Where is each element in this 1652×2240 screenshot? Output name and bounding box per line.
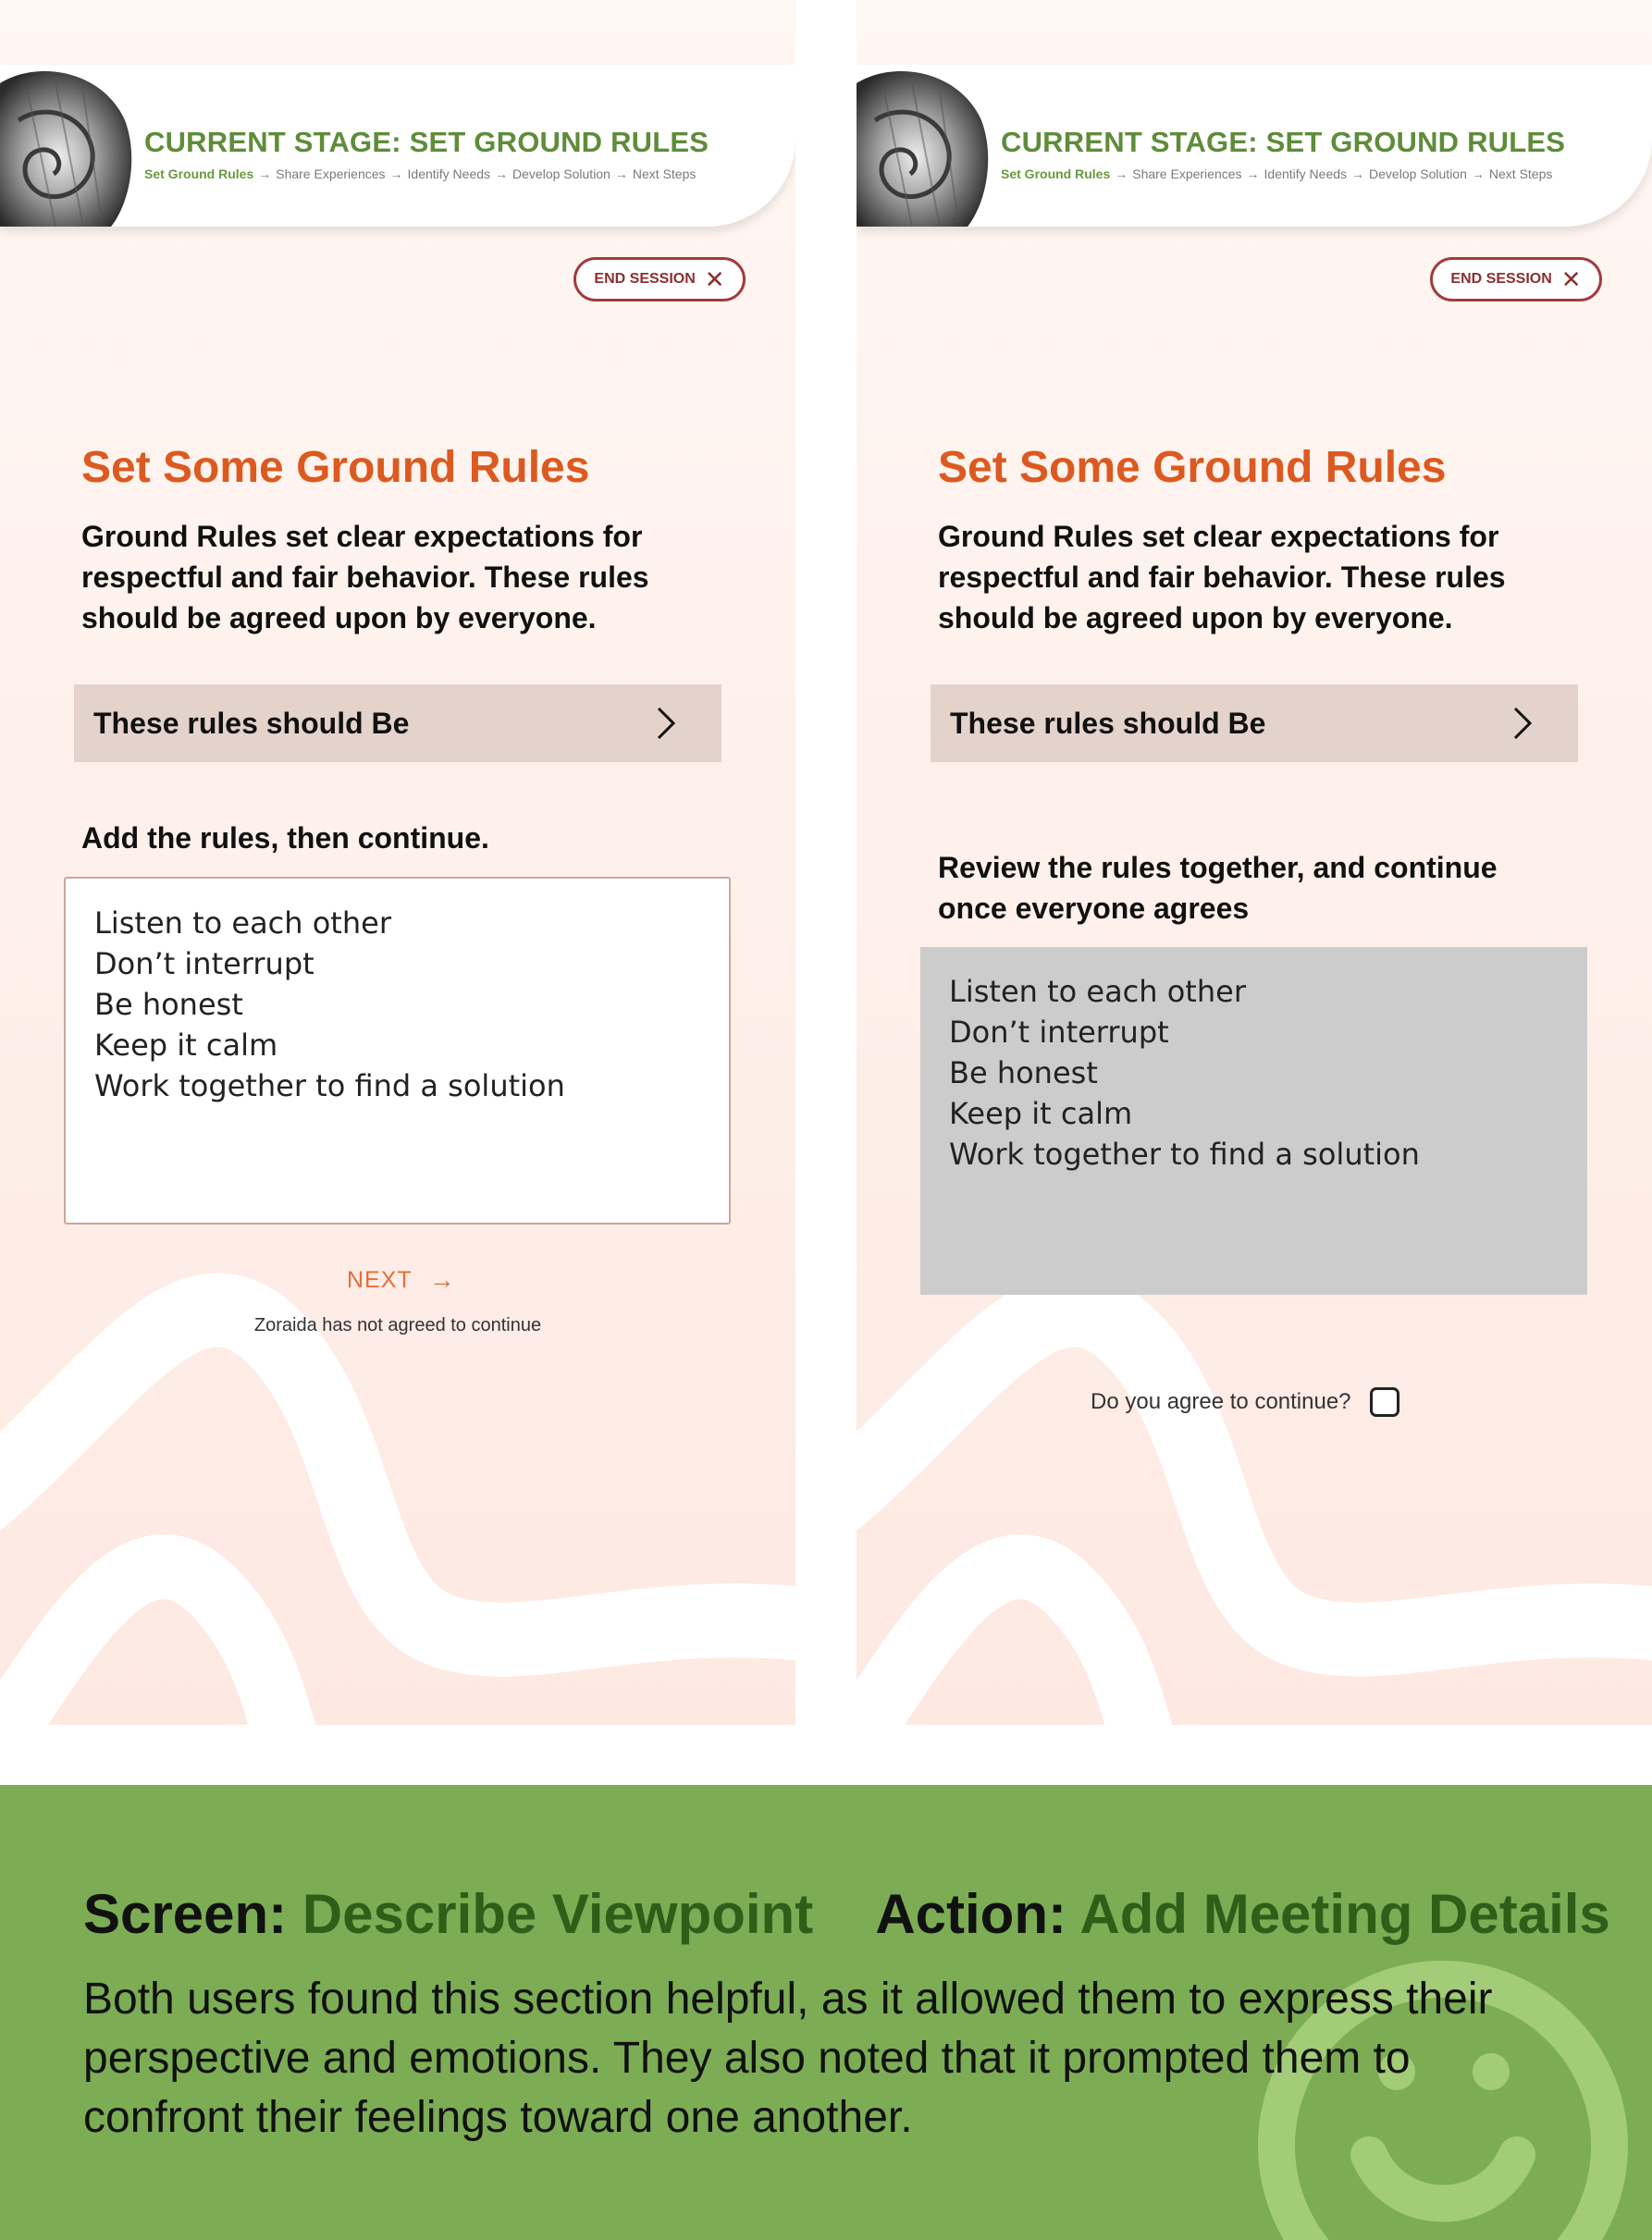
end-session-label: END SESSION — [1450, 271, 1552, 287]
action-key: Action: — [875, 1883, 1066, 1945]
rules-readonly — [920, 947, 1587, 1295]
next-label: NEXT — [347, 1266, 413, 1293]
arrow-right-icon: → — [614, 166, 628, 181]
step-identify-needs: Identify Needs — [1264, 166, 1348, 181]
chevron-right-icon — [1504, 705, 1541, 742]
rules-accordion[interactable] — [931, 684, 1578, 762]
rule-line: Don’t interrupt — [949, 1015, 1169, 1050]
rule-line: Work together to find a solution — [949, 1137, 1420, 1172]
add-rules-prompt: Add the rules, then continue. — [81, 821, 489, 855]
agree-label: Do you agree to continue? — [1091, 1389, 1351, 1414]
end-session-button[interactable] — [1430, 257, 1602, 302]
step-next-steps: Next Steps — [1488, 166, 1553, 181]
rule-line: Be honest — [94, 987, 243, 1022]
close-icon: ✕ — [704, 265, 725, 293]
shell-image — [0, 65, 139, 227]
arrow-right-icon: → — [495, 166, 509, 181]
rule-line: Work together to find a solution — [94, 1068, 565, 1103]
end-session-button[interactable] — [573, 257, 746, 302]
close-icon: ✕ — [1560, 265, 1582, 293]
arrow-right-icon: → — [1115, 166, 1128, 181]
screen-key: Screen: — [83, 1883, 288, 1945]
section-title: Set Some Ground Rules — [938, 443, 1447, 492]
arrow-right-icon: → — [389, 166, 403, 181]
stage-title: CURRENT STAGE: SET GROUND RULES — [1001, 126, 1566, 158]
stage-title: CURRENT STAGE: SET GROUND RULES — [144, 126, 709, 158]
step-set-ground-rules: Set Ground Rules — [144, 166, 254, 181]
intro-text: Ground Rules set clear expectations for respectful and fair behavior. These rules should be agreed upon by everyone. — [938, 520, 1506, 634]
step-identify-needs: Identify Needs — [407, 166, 491, 181]
step-share-experiences: Share Experiences — [276, 166, 386, 181]
agree-control[interactable] — [1091, 1387, 1399, 1417]
insight-panel — [0, 1785, 1652, 2240]
accordion-label: These rules should Be — [950, 706, 1266, 740]
action-value: Add Meeting Details — [1079, 1883, 1610, 1945]
rule-line: Don’t interrupt — [94, 946, 314, 981]
step-develop-solution: Develop Solution — [1369, 166, 1467, 181]
screen-review-rules — [857, 0, 1652, 1725]
rules-textarea[interactable] — [64, 877, 731, 1225]
insight-body: Both users found this section helpful, as it allowed them to express their perspective and emotions. They also noted that it prompted them to confront their feelings toward one another. — [83, 1975, 1493, 2142]
rule-line: Keep it calm — [949, 1096, 1133, 1131]
review-rules-prompt: Review the rules together, and continue once everyone agrees — [938, 851, 1498, 925]
step-develop-solution: Develop Solution — [512, 166, 610, 181]
stage-progress — [1001, 166, 1552, 181]
shell-image — [857, 65, 995, 227]
step-set-ground-rules: Set Ground Rules — [1001, 166, 1111, 181]
rules-accordion[interactable] — [74, 684, 721, 762]
step-share-experiences: Share Experiences — [1132, 166, 1242, 181]
chevron-right-icon — [647, 705, 684, 742]
section-title: Set Some Ground Rules — [81, 443, 590, 492]
rule-line: Be honest — [949, 1055, 1098, 1090]
arrow-right-icon: → — [1471, 166, 1485, 181]
arrow-right-icon: → — [1351, 166, 1365, 181]
insight-heading — [83, 1882, 1610, 1946]
agree-checkbox[interactable] — [1370, 1387, 1399, 1417]
step-next-steps: Next Steps — [632, 166, 697, 181]
arrow-right-icon: → — [258, 166, 272, 181]
rule-line: Keep it calm — [94, 1028, 278, 1063]
stage-progress — [144, 166, 696, 181]
intro-text: Ground Rules set clear expectations for respectful and fair behavior. These rules should be agreed upon by everyone. — [81, 520, 649, 634]
arrow-right-icon: → — [428, 1265, 456, 1294]
rule-line: Listen to each other — [949, 974, 1246, 1009]
rule-line: Listen to each other — [94, 905, 391, 941]
arrow-right-icon: → — [1246, 166, 1260, 181]
next-button[interactable] — [347, 1265, 456, 1295]
screen-value: Describe Viewpoint — [302, 1883, 814, 1945]
waiting-status: Zoraida has not agreed to continue — [253, 1315, 542, 1335]
end-session-label: END SESSION — [594, 271, 696, 287]
accordion-label: These rules should Be — [93, 706, 410, 740]
stage-header — [857, 65, 1652, 227]
stage-header — [0, 65, 795, 227]
screen-add-rules — [0, 0, 795, 1725]
